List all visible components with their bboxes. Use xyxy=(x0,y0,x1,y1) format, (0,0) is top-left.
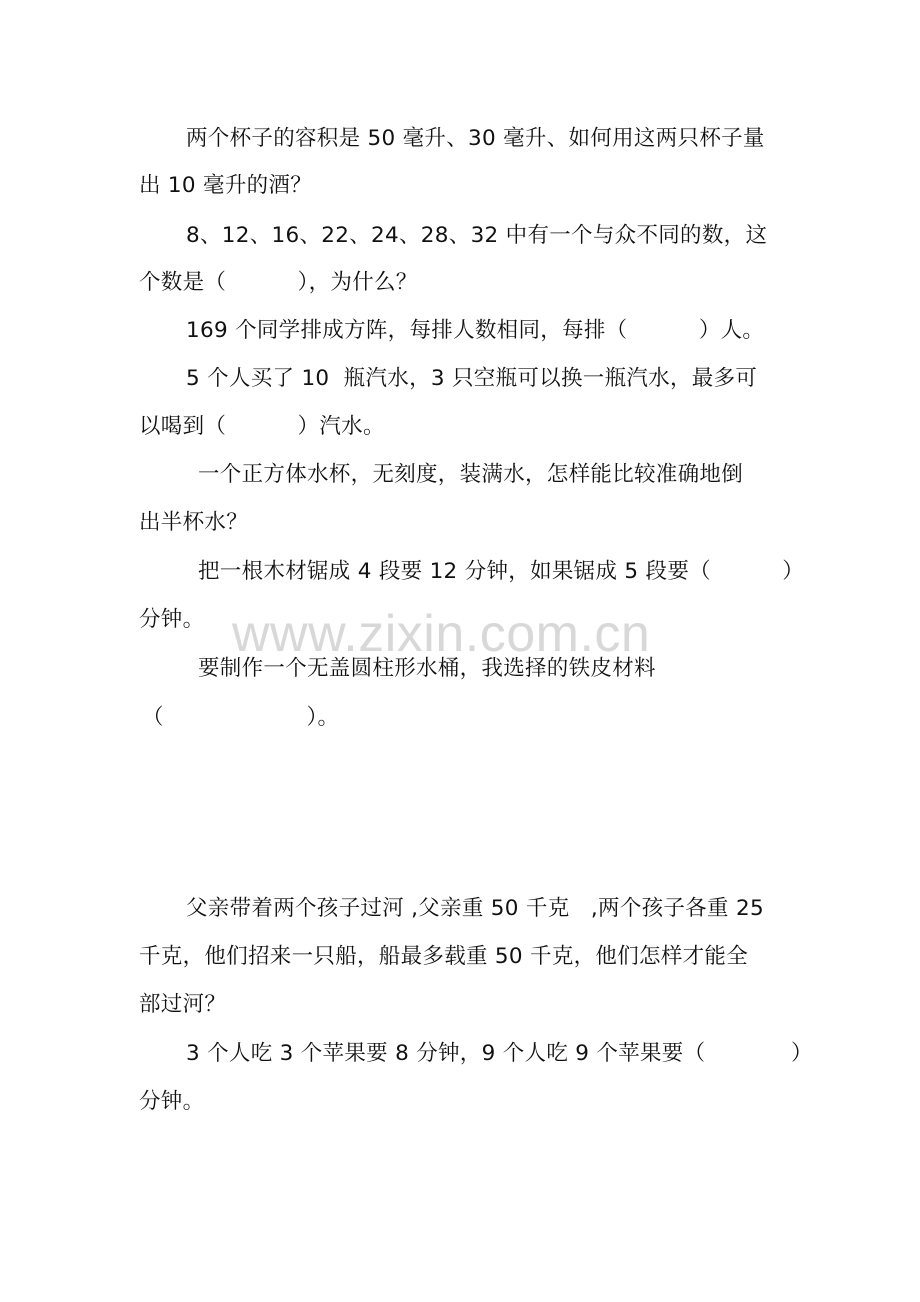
question-8-line-2: 千克，他们招来一只船，船最多载重 50 千克，他们怎样才能全 xyxy=(139,944,749,969)
question-6-line-1: 把一根木材锯成 4 段要 12 分钟，如果锯成 5 段要（ ） xyxy=(198,559,805,584)
question-9-line-2: 分钟。 xyxy=(139,1089,205,1114)
question-2-line-2: 个数是（ ），为什么？ xyxy=(139,270,418,295)
question-2-line-1: 8、12、16、22、24、28、32 中有一个与众不同的数，这 xyxy=(186,223,768,248)
question-3-line-1: 169 个同学排成方阵，每排人数相同，每排（ ）人。 xyxy=(186,318,765,343)
question-5-line-2: 出半杯水？ xyxy=(139,510,249,535)
question-1-line-1: 两个杯子的容积是 50 毫升、30 毫升、如何用这两只杯子量 xyxy=(186,126,765,151)
question-8-line-3: 部过河？ xyxy=(139,992,227,1017)
watermark: www.zixin.com.cn xyxy=(232,605,651,663)
question-8-line-1: 父亲带着两个孩子过河 ,父亲重 50 千克 ,两个孩子各重 25 xyxy=(186,896,764,921)
question-4-line-2: 以喝到（ ）汽水。 xyxy=(139,414,385,439)
question-4-line-1: 5 个人买了 10 瓶汽水，3 只空瓶可以换一瓶汽水，最多可 xyxy=(186,366,758,391)
question-9-line-1: 3 个人吃 3 个苹果要 8 分钟，9 个人吃 9 个苹果要（ ） xyxy=(186,1041,813,1066)
question-7-line-1: 要制作一个无盖圆柱形水桶，我选择的铁皮材料 xyxy=(198,656,656,681)
question-7-line-2: （ ）。 xyxy=(142,705,340,730)
question-6-line-2: 分钟。 xyxy=(139,607,205,632)
question-5-line-1: 一个正方体水杯，无刻度，装满水，怎样能比较准确地倒 xyxy=(198,462,744,487)
question-1-line-2: 出 10 毫升的酒？ xyxy=(139,173,313,198)
